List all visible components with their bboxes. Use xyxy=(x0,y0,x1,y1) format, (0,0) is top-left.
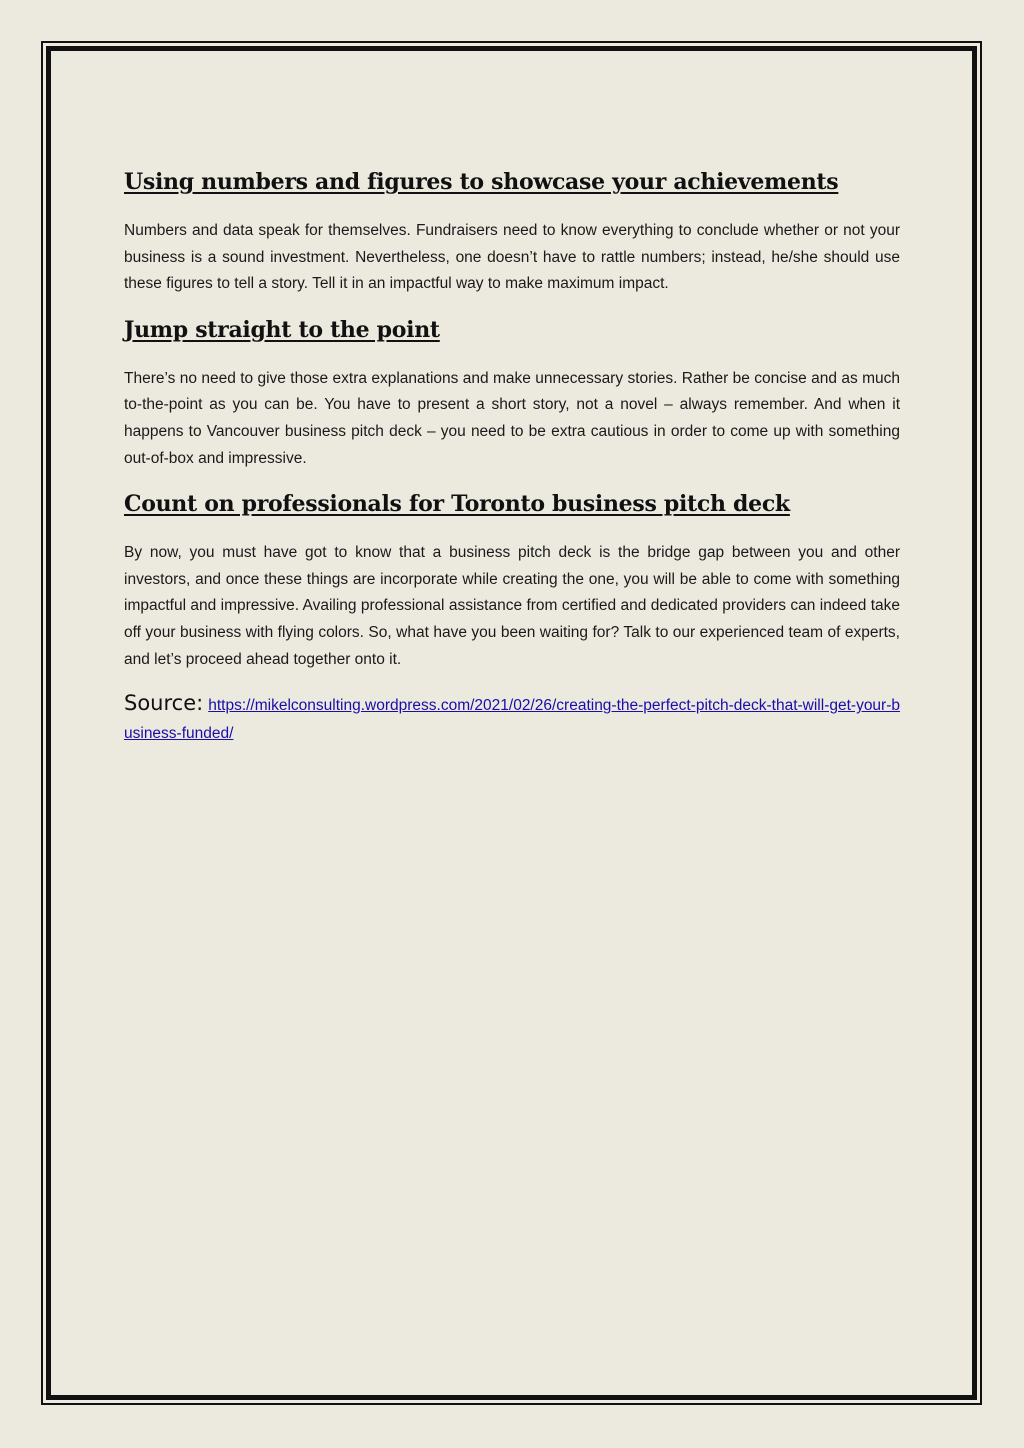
section-body-count-on-professionals: By now, you must have got to know that a business pitch deck is the bridge gap between you and other investors, and once these things are incorporate while creating the one, you will be able to come with something impactful and impressive. Availing professional assistance from certified and dedicated providers can indeed take off your business with flying colors. So, what have you been waiting for? Talk to our experienced team of experts, and let’s proceed ahead together onto it. xyxy=(124,544,900,668)
source-line xyxy=(124,689,900,748)
section-heading-numbers-figures: Using numbers and figures to showcase your achievements xyxy=(124,169,839,195)
section-heading-jump-to-point: Jump straight to the point xyxy=(124,316,440,343)
source-link[interactable]: https://mikelconsulting.wordpress.com/2021/02/26/creating-the-perfect-pitch-deck-that-will-get-your-business-funded/ xyxy=(124,697,900,743)
section-body-jump-to-point: There’s no need to give those extra explanations and make unnecessary stories. Rather be concise and as much to-the-point as you can be. You have to present a short story, not a novel – always remember. And when it happens to Vancouver business pitch deck – you need to be extra cautious in order to come up with something out-of-box and impressive. xyxy=(124,369,900,467)
section-heading-count-on-professionals: Count on professionals for Toronto business pitch deck xyxy=(124,491,790,518)
document-content xyxy=(124,166,900,748)
section-body-numbers-figures: Numbers and data speak for themselves. Fundraisers need to know everything to conclude whether or not your business is a sound investment. Nevertheless, one doesn’t have to rattle numbers; instead, he/she should use these figures to tell a story. Tell it in an impactful way to make maximum impact. xyxy=(124,222,900,293)
source-label: Source: xyxy=(124,691,204,716)
